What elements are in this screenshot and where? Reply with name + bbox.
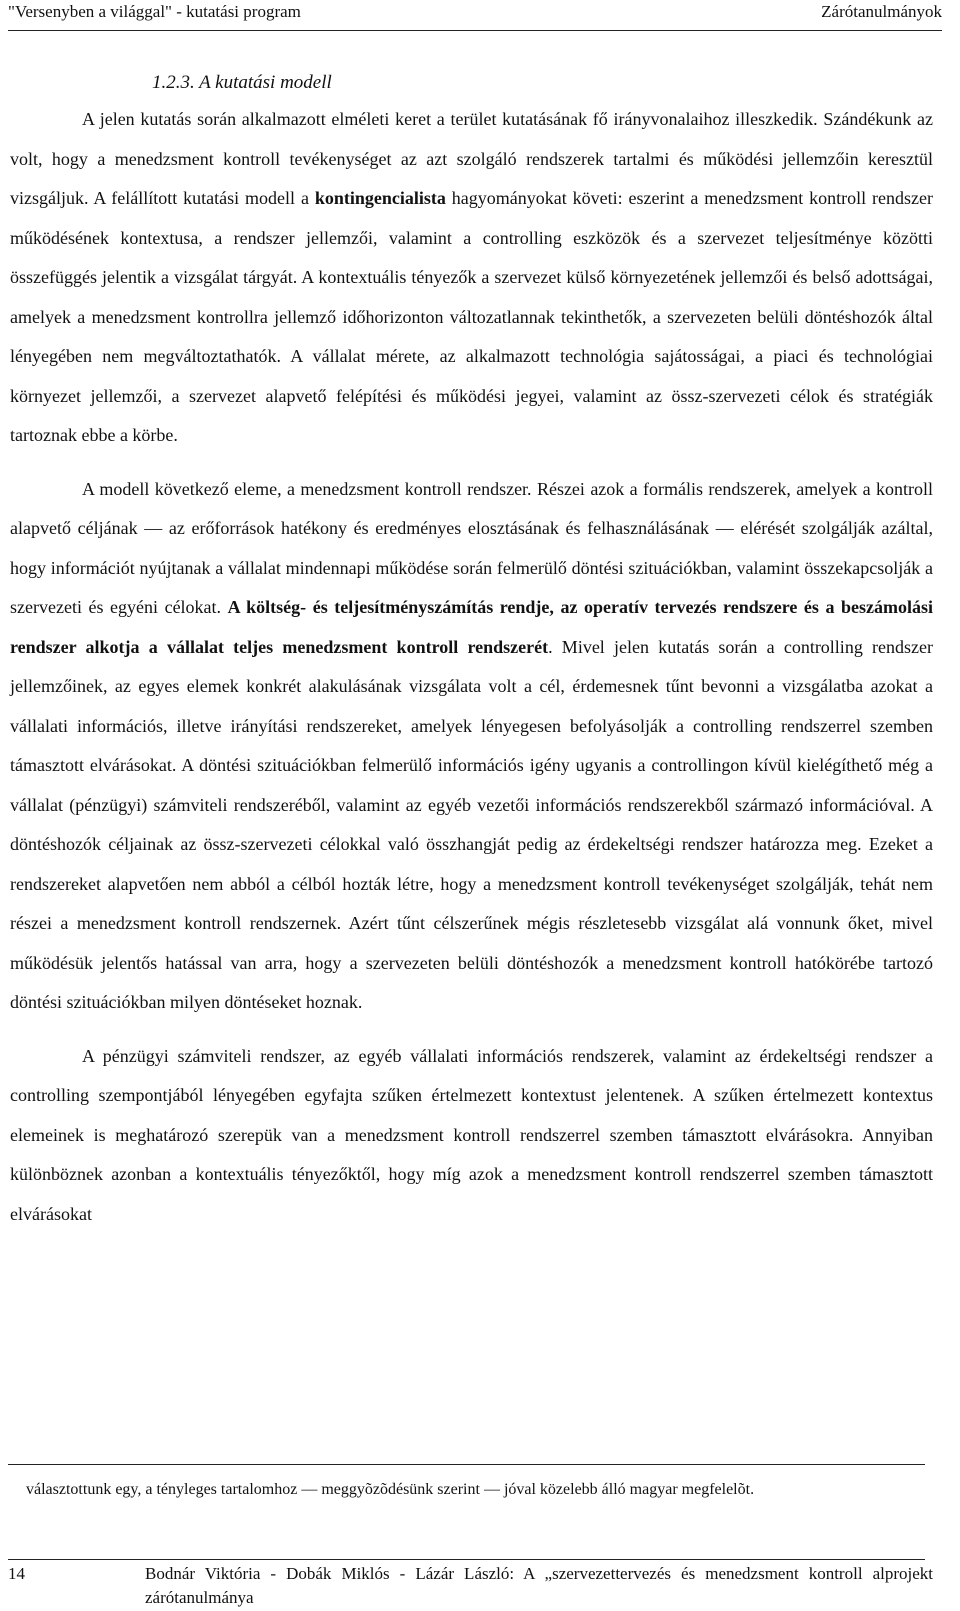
bold-term-kontingencialista: kontingencialista [314,188,446,208]
footer-credit: Bodnár Viktória - Dobák Miklós - Lázár László: A „szervezettervezés és menedzsment kontroll alprojekt zárótanulmánya [145,1564,933,1607]
paragraph-text: A modell következő eleme, a menedzsment kontroll rendszer. Részei azok a formális rendszerek, amelyek a kontroll alapvető céljának — az erőforrások hatékony és eredményes elosztásának és felhasználásának — elérését szolgálják azáltal, hogy információt nyújtanak a vállalat mindennapi működése során felmerülő döntési szituációkban, valamint összekapcsolják a szervezeti és egyéni célokat. [10,478,933,617]
page-number: 14 [8,1564,25,1583]
paragraph-control-system [10,470,933,1023]
section-heading: 1.2.3. A kutatási modell [152,72,332,93]
paragraph-narrow-context [10,1037,933,1235]
paragraph-research-model [10,100,933,456]
main-content [10,66,933,1234]
header-program-title: "Versenyben a világgal" - kutatási program [8,2,301,21]
paragraph-text: hagyományokat követi: eszerint a menedzsment kontroll rendszer működésének kontextusa, a rendszer jellemzői, valamint a controlling eszközök és a szervezet teljesítménye közötti összefüggés jelentik a vizsgálat tárgyát. A kontextuális tényezők a szervezet külső környezetének jellemzői és belső adottságai, amelyek a menedzsment kontrollra jellemző időhorizonton változatlannak tekinthetők, a szervezeten belüli döntéshozók által lényegében nem megváltoztathatók. A vállalat mérete, az alkalmazott technológia sajátosságai, a piaci és technológiai környezet jellemzői, a szervezet alapvető felépítési és működési jegyei, valamint az össz-szervezeti célok és stratégiák tartoznak ebbe a körbe. [10,188,934,445]
footer-divider [8,1559,925,1560]
running-header [8,0,942,31]
bold-statement-control-system: A költség- és teljesítményszámítás rendje, az operatív tervezés rendszere és a beszámolási rendszer alkotja a vállalat teljes menedzsment kontroll rendszerét [10,597,934,657]
paragraph-text: . Mivel jelen kutatás során a controlling rendszer jellemzőinek, az egyes elemek konkrét alakulásának vizsgálata volt a cél, érdemesnek tűnt bevonni a vizsgálatba azokat a vállalati információs, illetve irányítási rendszereket, amelyek lényegesen befolyásolják a controlling rendszerrel szemben támasztott elvárásokat. A döntési szituációkban felmerülő információs igény ugyanis a controllingon kívül kielégíthető még a vállalat (pénzügyi) számviteli rendszeréből, valamint az egyéb vezetői információs rendszerekből származó információval. A döntéshozók céljainak az össz-szervezeti célokkal való összhangját pedig az érdekeltségi rendszer határozza meg. Ezeket a rendszereket alapvetően nem abból a célból hozták létre, hogy a menedzsment kontroll tevékenységet szolgálják, tehát nem részei a menedzsment kontroll rendszernek. Azért tűnt célszerűnek mégis részletesebb vizsgálat alá vonnunk őket, mivel működésük jelentős hatással van arra, hogy a szervezeten belüli döntéshozók a menedzsment kontroll hatókörébe tartozó döntési szituációkban milyen döntéseket hoznak. [10,636,933,1012]
footnote: választottunk egy, a tényleges tartalomhoz — meggyõzõdésünk szerint — jóval közelebb álló magyar megfelelõt. [26,1481,755,1498]
paragraph-text: A pénzügyi számviteli rendszer, az egyéb vállalati információs rendszerek, valamint az érdekeltségi rendszer a controlling szempontjából lényegében egyfajta szűken értelmezett kontextust jelentenek. A szűken értelmezett kontextus elemeinek is meghatározó szerepük van a menedzsment kontroll rendszerrel szemben támasztott elvárásokra. Annyiban különböznek azonban a kontextuális tényezőktől, hogy míg azok a menedzsment kontroll rendszerrel szemben támasztott elvárásokat [10,1045,933,1224]
paragraph-text: A jelen kutatás során alkalmazott elméleti keret a terület kutatásának fő irányvonalaihoz illeszkedik. Szándékunk az volt, hogy a menedzsment kontroll tevékenységet az azt szolgáló rendszerek tartalmi és működési jellemzőin keresztül vizsgáljuk. A felállított kutatási modell a [10,109,933,208]
footnote-divider [8,1464,925,1465]
header-series-title: Zárótanulmányok [821,2,942,21]
